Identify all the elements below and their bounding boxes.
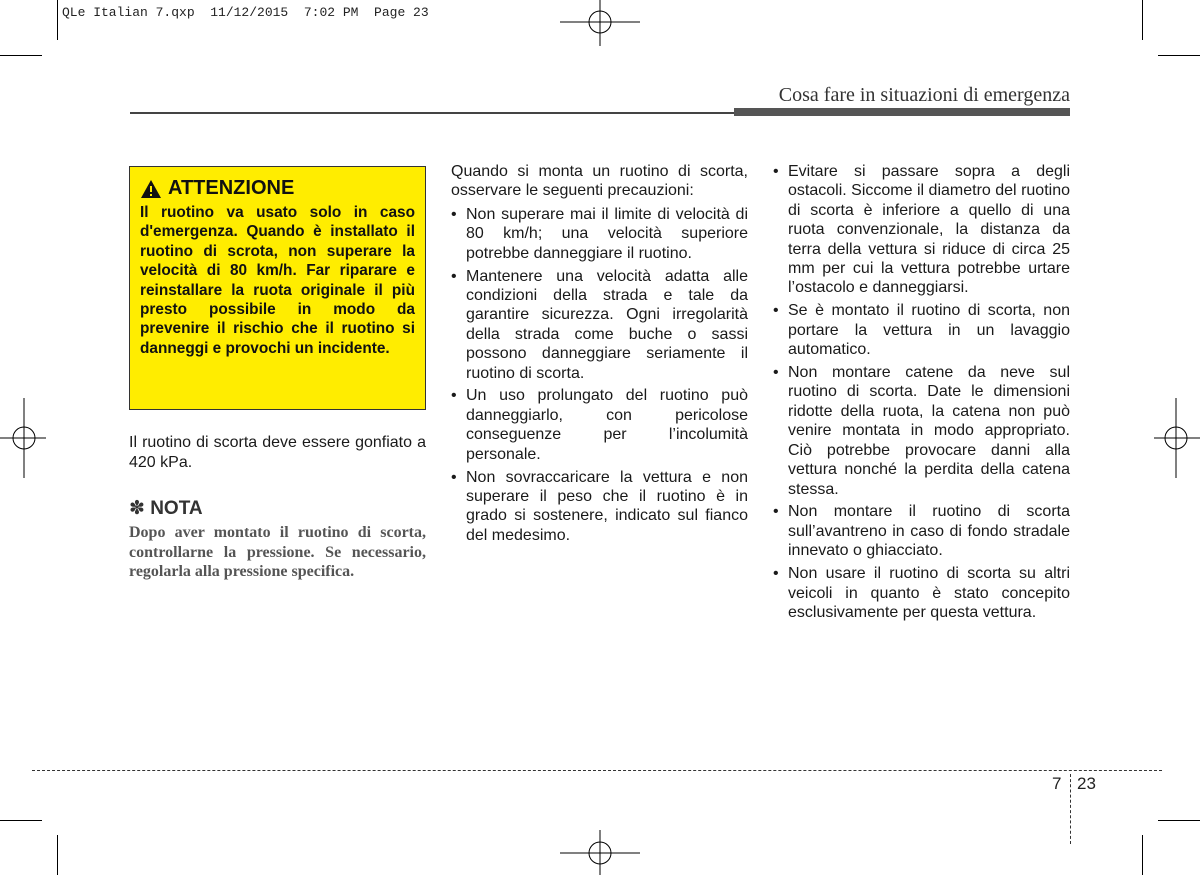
list-item: • Un uso prolungato del ruotino può danneggiarlo, con pericolose conseguenze per l’incolumità personale. (451, 387, 748, 463)
list-item: • Non usare il ruotino di scorta su altri veicoli in quanto è stato concepito esclusivamente per questa vettura. (773, 565, 1070, 621)
page-number: 23 (1077, 774, 1096, 793)
warning-triangle-icon (140, 179, 162, 199)
list-item: • Non superare mai il limite di velocità di 80 km/h; una velocità superiore potrebbe danneggiare il ruotino. (451, 205, 748, 262)
footer-divider (1070, 774, 1071, 844)
bullet: • (451, 205, 457, 223)
registration-mark-icon (0, 398, 46, 478)
precautions-column-continued (773, 162, 1070, 626)
crop-mark (1142, 0, 1143, 40)
list-item: • Evitare si passare sopra a degli ostacoli. Siccome il diametro del ruotino di scorta è inferiore a quello di una ruota convenzionale, la distanza da terra della vettura si riduce di circa 25 mm per cui la vettura potrebbe urtare l’ostacolo e danneggiarsi. (773, 163, 1070, 297)
bullet: • (773, 302, 779, 320)
precautions-list (773, 162, 1070, 622)
precautions-list (451, 205, 748, 545)
warning-heading (140, 177, 415, 200)
list-item: • Se è montato il ruotino di scorta, non portare la vettura in un lavaggio automatico. (773, 302, 1070, 359)
crop-mark (57, 0, 58, 40)
tire-pressure-paragraph: Il ruotino di scorta deve essere gonfiato a 420 kPa. (129, 434, 426, 471)
bullet: • (451, 468, 457, 486)
crop-mark (1158, 55, 1200, 56)
bullet: • (773, 364, 779, 382)
footer-rule (32, 770, 1162, 771)
crop-mark (0, 820, 42, 821)
chapter-number: 7 (1052, 774, 1062, 793)
crop-mark (57, 835, 58, 875)
note-heading: ✽ NOTA (129, 498, 203, 519)
bullet: • (773, 503, 779, 521)
crop-mark (0, 55, 42, 56)
bullet: • (451, 267, 457, 285)
list-item: • Non montare catene da neve sul ruotino di scorta. Date le dimensioni ridotte della ruota, la catena non può venire montata in modo appropriato. Ciò potrebbe provocare danni alla vettura nonché la perdita della catena stessa. (773, 364, 1070, 498)
registration-mark-icon (560, 0, 640, 46)
bullet: • (773, 163, 779, 180)
header-rule-bar (734, 108, 1070, 116)
warning-title: ATTENZIONE (168, 177, 295, 199)
registration-mark-icon (1154, 398, 1200, 478)
crop-mark (1158, 820, 1200, 821)
section-title: Cosa fare in situazioni di emergenza (778, 84, 1070, 106)
warning-body: Il ruotino va usato solo in caso d'emergenza. Quando è installato il ruotino di scrota, non superare la velocità di 80 km/h. Far riparare e reinstallare la ruota originale il più presto possibile in modo da prevenire il rischio che il ruotino si danneggi e provochi un incidente. (140, 204, 415, 357)
list-item: • Mantenere una velocità adatta alle condizioni della strada e tale da garantire sicurezza. Ogni irregolarità della strada come buche o sassi possono danneggiare seriamente il ruotino di scorta. (451, 267, 748, 382)
note-body: Dopo aver montato il ruotino di scorta, controllarne la pressione. Se necessario, regolarla alla pressione specifica. (129, 524, 426, 580)
warning-box (129, 166, 426, 410)
bullet: • (773, 565, 779, 583)
list-item: • Non montare il ruotino di scorta sull’avantreno in caso di fondo stradale innevato o ghiacciato. (773, 503, 1070, 560)
precautions-intro: Quando si monta un ruotino di scorta, osservare le seguenti precauzioni: (451, 163, 748, 200)
header-rule (130, 112, 734, 114)
print-slug: QLe Italian 7.qxp 11/12/2015 7:02 PM Page 23 (62, 5, 429, 20)
registration-mark-icon (560, 830, 640, 875)
list-item: • Non sovraccaricare la vettura e non superare il peso che il ruotino è in grado si sostenere, indicato sul fianco del medesimo. (451, 468, 748, 544)
crop-mark (1142, 835, 1143, 875)
bullet: • (451, 387, 457, 405)
precautions-column (451, 162, 748, 549)
